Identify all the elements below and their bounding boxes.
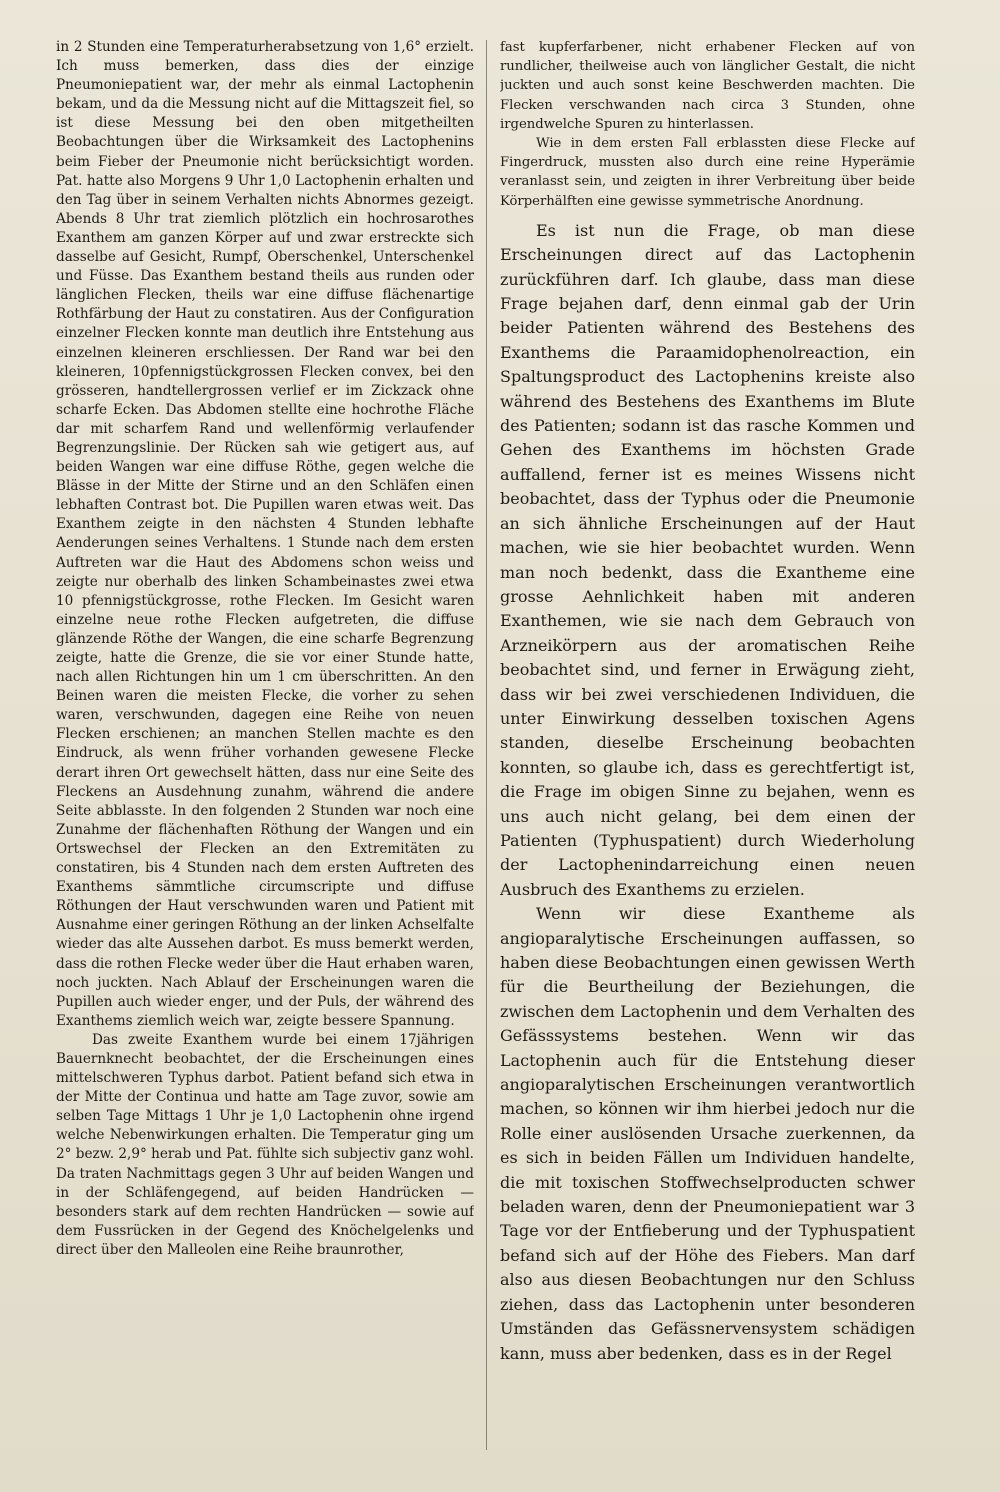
paragraph: Wenn wir diese Exantheme als angioparalytische Erscheinungen auffassen, so haben diese Beobachtungen einen gewissen Werth für die Beurtheilung der Beziehungen, die zwischen dem Lactophenin und dem Verhalten des Gefässsystems bestehen. Wenn wir das Lactophenin auch für die Entstehung dieser angioparalytischen Erscheinungen verantwortlich machen, so können wir ihm hierbei jedoch nur die Rolle einer auslösenden Ursache zuerkennen, da es sich in beiden Fällen um Individuen handelte, die mit toxischen Stoffwechselproducten schwer beladen waren, denn der Pneumoniepatient war 3 Tage vor der Entfieberung und der Typhuspatient befand sich auf der Höhe des Fiebers. Man darf also aus diesen Beobachtungen nur den Schluss ziehen, dass das Lactophenin unter besonderen Umständen das Gefässnervensystem schädigen kann, muss aber bedenken, dass es in der Regel xyxy=(500,904,915,1363)
column-divider xyxy=(486,40,487,1450)
paragraph: fast kupferfarbener, nicht erhabener Flecken auf von rundlicher, theilweise auch von länglicher Gestalt, die nicht juckten und auch sonst keine Beschwerden machten. Die Flecken verschwanden nach circa 3 Stunden, ohne irgendwelche Spuren zu hinterlassen. xyxy=(500,40,915,132)
paragraph: Es ist nun die Frage, ob man diese Erscheinungen direct auf das Lactophenin zurückführen darf. Ich glaube, dass man diese Frage bejahen darf, denn einmal gab der Urin beider Patienten während des Bestehens des Exanthems die Paraamidophenolreaction, ein Spaltungsproduct des Lactophenins kreiste also während des Bestehens des Exanthems im Blute des Patienten; sodann ist das rasche Kommen und Gehen des Exanthems im höchsten Grade auffallend, ferner ist es meines Wissens nicht beobachtet, dass der Typhus oder die Pneumonie an sich ähnliche Erscheinungen auf der Haut machen, wie sie hier beobachtet wurden. Wenn man noch bedenkt, dass die Exantheme eine grosse Aehnlichkeit haben mit anderen Exanthemen, wie sie nach dem Gebrauch von Arzneikörpern aus der aromatischen Reihe beobachtet sind, und ferner in Erwägung zieht, dass wir bei zwei verschiedenen Individuen, die unter Einwirkung desselben toxischen Agens standen, dieselbe Erscheinung beobachten konnten, so glaube ich, dass es gerechtfertigt ist, die Frage im obigen Sinne zu bejahen, wenn es uns auch nicht gelang, bei dem einen der Patienten (Typhuspatient) durch Wiederholung der Lactophenindarreichung einen neuen Ausbruch des Exanthems zu erzielen. xyxy=(500,220,915,899)
paragraph: Das zweite Exanthem wurde bei einem 17jährigen Bauernknecht beobachtet, der die Erscheinungen eines mittelschweren Typhus darbot. Patient befand sich etwa in der Mitte der Continua und hatte am Tage zuvor, sowie am selben Tage Mittags 1 Uhr je 1,0 Lactophenin ohne irgend welche Nebenwirkungen erhalten. Die Temperatur ging um 2° bezw. 2,9° herab und Pat. fühlte sich subjectiv ganz wohl. Da traten Nachmittags gegen 3 Uhr auf beiden Wangen und in der Schläfengegend, auf beiden Handrücken — besonders stark auf dem rechten Handrücken — sowie auf dem Fussrücken in der Gegend des Knöchelgelenks und direct über den Malleolen eine Reihe braunrother, xyxy=(56,1031,474,1258)
left-text-column xyxy=(56,38,474,1458)
paragraph: Wie in dem ersten Fall erblassten diese Flecke auf Fingerdruck, mussten also durch eine reine Hyperämie veranlasst sein, und zeigten in ihrer Verbreitung über beide Körperhälften eine gewisse symmetrische Anordnung. xyxy=(500,136,915,209)
right-text-column xyxy=(500,38,915,1458)
paragraph: in 2 Stunden eine Temperaturherabsetzung von 1,6° erzielt. Ich muss bemerken, dass dies der einzige Pneumoniepatient war, der mehr als einmal Lactophenin bekam, und da die Messung nicht auf die Mittagszeit fiel, so ist diese Messung bei den oben mitgetheilten Beobachtungen über die Wirksamkeit des Lactophenins beim Fieber der Pneumonie nicht berücksichtigt worden. Pat. hatte also Morgens 9 Uhr 1,0 Lactophenin erhalten und den Tag über in seinem Verhalten nichts Abnormes gezeigt. Abends 8 Uhr trat ziemlich plötzlich ein hochrosarothes Exanthem am ganzen Körper auf und zwar erstreckte sich dasselbe auf Gesicht, Rumpf, Oberschenkel, Unterschenkel und Füsse. Das Exanthem bestand theils aus runden oder länglichen Flecken, theils war eine diffuse flächenartige Rothfärbung der Haut zu constatiren. Aus der Configuration einzelner Flecken konnte man deutlich ihre Entstehung aus einzelnen kleineren erschliessen. Der Rand war bei den kleineren, 10pfennigstückgrossen Flecken convex, bei den grösseren, handtellergrossen verlief er im Zickzack ohne scharfe Ecken. Das Abdomen stellte eine hochrothe Fläche dar mit scharfem Rand und wellenförmig verlaufender Begrenzungslinie. Der Rücken sah wie getigert aus, auf beiden Wangen war eine diffuse Röthe, gegen welche die Blässe in der Mitte der Stirne und an den Schläfen einen lebhaften Contrast bot. Die Pupillen waren etwas weit. Das Exanthem zeigte in den nächsten 4 Stunden lebhafte Aenderungen seines Verhaltens. 1 Stunde nach dem ersten Auftreten war die Haut des Abdomens schon weiss und zeigte nur oberhalb des linken Schambeinastes zwei etwa 10 pfennigstückgrosse, rothe Flecken. Im Gesicht waren einzelne neue rothe Flecken aufgetreten, die diffuse glänzende Röthe der Wangen, die eine scharfe Begrenzung zeigte, hatte die Grenze, die sie vor einer Stunde hatte, nach allen Richtungen hin um 1 cm überschritten. An den Beinen waren die meisten Flecke, die vorher zu sehen waren, verschwunden, dagegen eine Reihe von neuen Flecken erschienen; an manchen Stellen machte es den Eindruck, als wenn früher vorhanden gewesene Flecke derart ihren Ort gewechselt hätten, dass nur eine Seite des Fleckens an Ausdehnung zunahm, während die andere Seite abblasste. In den folgenden 2 Stunden war noch eine Zunahme der flächenhaften Röthung der Wangen und ein Ortswechsel der Flecken an den Extremitäten zu constatiren, bis 4 Stunden nach dem ersten Auftreten des Exanthems sämmtliche circumscripte und diffuse Röthungen der Haut verschwunden waren und Patient mit Ausnahme einer geringen Röthung an der linken Achselfalte wieder das alte Aussehen darbot. Es muss bemerkt werden, dass die rothen Flecke weder über die Haut erhaben waren, noch juckten. Nach Ablauf der Erscheinungen waren die Pupillen auch wieder enger, und der Puls, der während des Exanthems ziemlich weich war, zeigte bessere Spannung. xyxy=(56,39,474,1029)
